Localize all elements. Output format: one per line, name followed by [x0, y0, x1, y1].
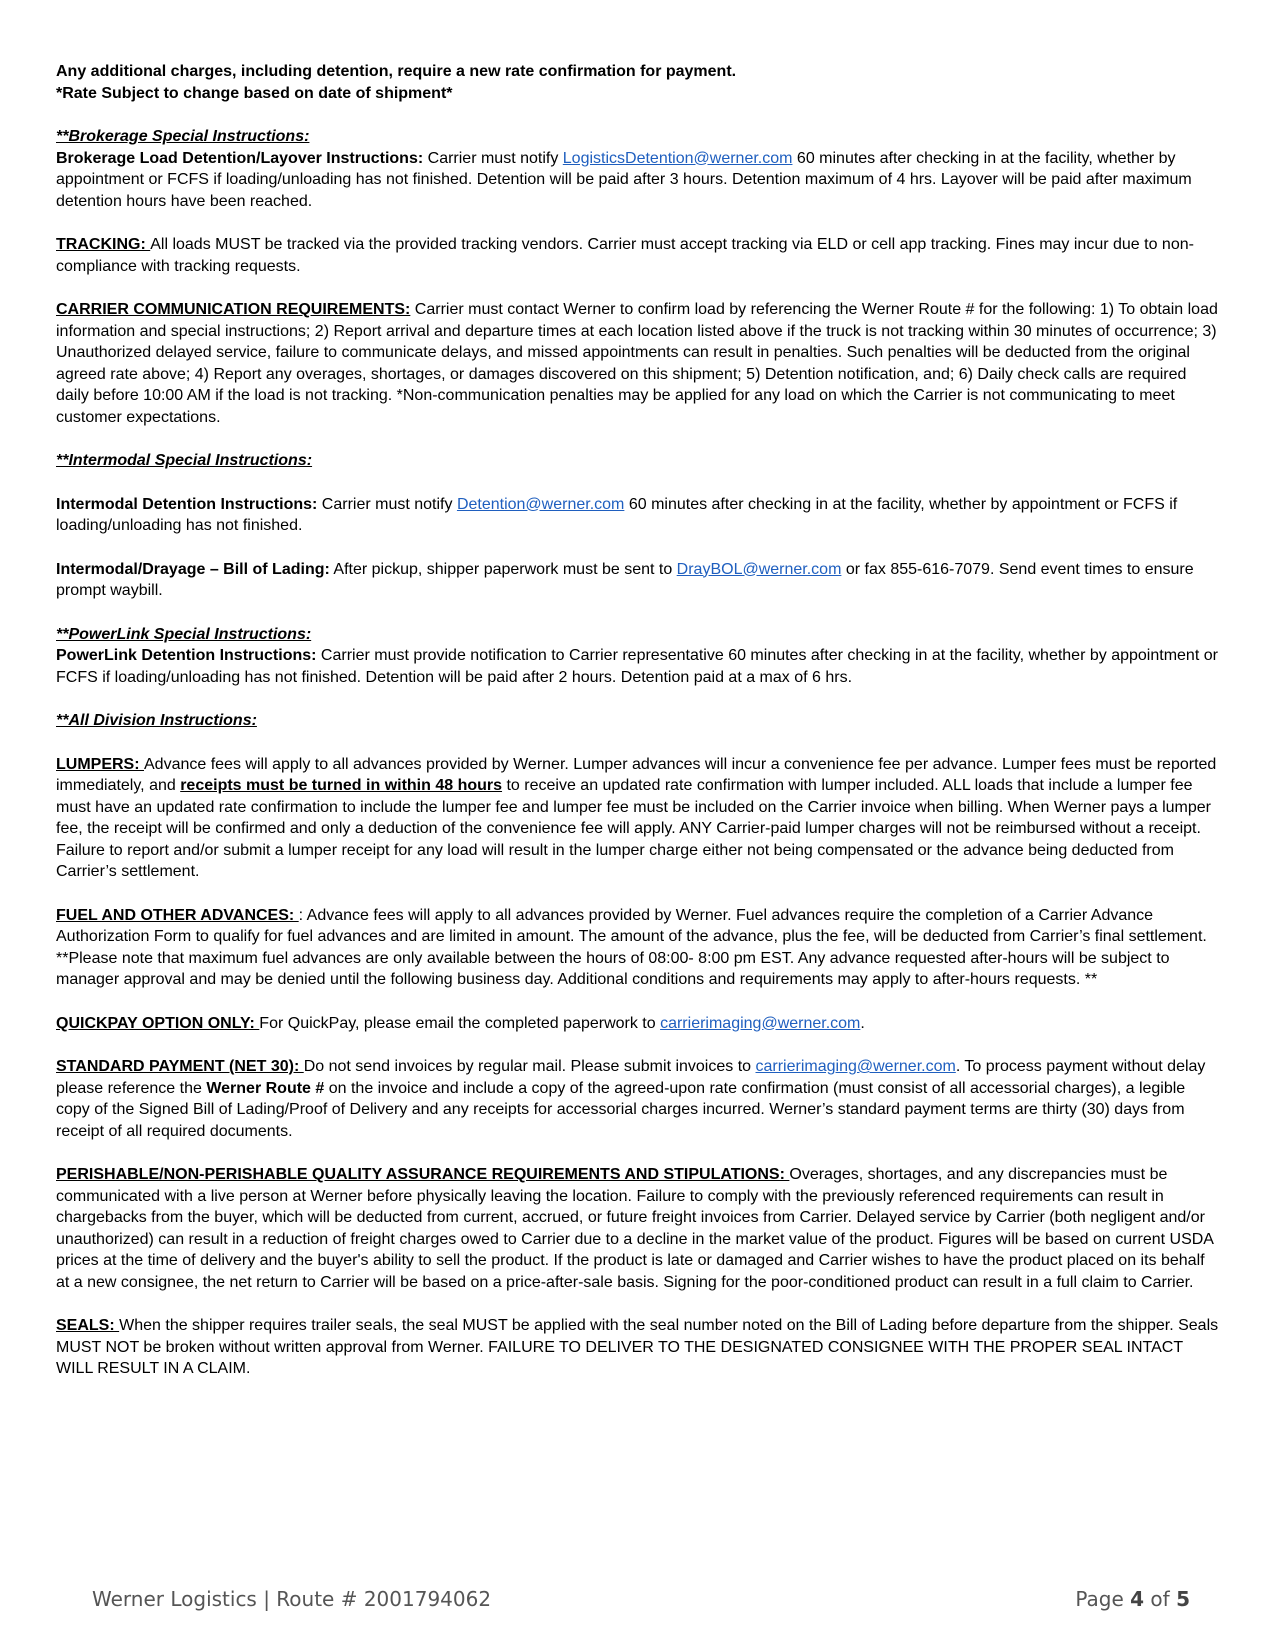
page-number: [1075, 1587, 1190, 1611]
seals-paragraph: [56, 1315, 1221, 1380]
brokerage-detention-text: 60 minutes after checking in at the facility, whether by appointment or FCFS if loading/unloading has not finished. Detention will be paid after 3 hours. Detention maximum of 4 hrs. Layover will be paid after maximum detention hours have been reached.: [56, 149, 1192, 210]
all-division-heading: **All Division Instructions:: [56, 712, 257, 729]
intermodal-detention-label: Intermodal Detention Instructions:: [56, 495, 318, 513]
werner-route-label: Werner Route #: [206, 1079, 325, 1097]
intermodal-heading: **Intermodal Special Instructions:: [56, 452, 313, 469]
powerlink-detention-paragraph: [56, 645, 1221, 688]
brokerage-heading: **Brokerage Special Instructions:: [56, 128, 310, 145]
perishable-label: PERISHABLE/NON-PERISHABLE QUALITY ASSURANCE REQUIREMENTS AND STIPULATIONS:: [56, 1166, 790, 1183]
seals-label: SEALS:: [56, 1317, 120, 1334]
lumpers-text-2: to receive an updated rate confirmation with lumper included. ALL loads that include a lumper fee must have an updated rate confirmation to include the lumper fee and lumper fee must be included on the Carrier invoice when billing. When Werner pays a lumper fee, the receipt will be confirmed and only a deduction of the convenience fee will apply. ANY Carrier-paid lumper charges will not be reimbursed without a receipt. Failure to report and/or submit a lumper receipt for any load will result in the lumper charge either not being compensated or the advance being deducted from Carrier’s settlement.: [56, 777, 1211, 880]
intermodal-detention-paragraph: [56, 494, 1221, 537]
page-total: 5: [1176, 1587, 1190, 1611]
draybol-email-link[interactable]: DrayBOL@werner.com: [676, 560, 842, 578]
brokerage-detention-paragraph: [56, 148, 1221, 213]
fuel-advances-label: FUEL AND OTHER ADVANCES:: [56, 906, 299, 924]
document-body: [56, 61, 1221, 1380]
intermodal-bol-pre: After pickup, shipper paperwork must be sent to: [329, 560, 677, 578]
tracking-paragraph: [56, 234, 1221, 277]
communication-paragraph: [56, 299, 1221, 428]
standard-payment-paragraph: [56, 1056, 1221, 1142]
lumpers-paragraph: [56, 754, 1221, 883]
quickpay-email-link[interactable]: carrierimaging@werner.com: [660, 1014, 861, 1032]
lumpers-receipt-emphasis: receipts must be turned in within 48 hours: [180, 777, 503, 794]
standard-payment-label: STANDARD PAYMENT (NET 30):: [56, 1058, 304, 1075]
tracking-label: TRACKING:: [56, 236, 151, 253]
page-word: Page: [1075, 1587, 1131, 1611]
intermodal-bol-label: Intermodal/Drayage – Bill of Lading:: [56, 560, 330, 578]
standard-payment-text: on the invoice and include a copy of the agreed-upon rate confirmation (must consist of all accessorial charges), a legible copy of the Signed Bill of Lading/Proof of Delivery and any receipts for accessorial charges incurred. Werner’s standard payment terms are thirty (30) days from receipt of all required documents.: [56, 1079, 1186, 1140]
lumpers-text-1: Advance fees will apply to all advances provided by Werner. Lumper advances will incur a convenience fee per advance. Lumper fees must be reported immediately, and: [56, 755, 1217, 794]
brokerage-detention-label: Brokerage Load Detention/Layover Instructions:: [56, 149, 424, 167]
footer-route-text: Werner Logistics | Route # 2001794062: [92, 1587, 492, 1611]
intermodal-detention-pre: Carrier must notify: [317, 495, 457, 513]
communication-label: CARRIER COMMUNICATION REQUIREMENTS:: [56, 301, 411, 318]
communication-text: Carrier must contact Werner to confirm load by referencing the Werner Route # for the following: 1) To obtain load information and special instructions; 2) Report arrival and departure times at each location listed above if the truck is not tracking within 30 minutes of occurrence; 3) Unauthorized delayed service, failure to communicate delays, and missed appointments can result in penalties. Such penalties will be deducted from the original agreed rate above; 4) Report any overages, shortages, or damages discovered on this shipment; 5) Detention notification, and; 6) Daily check calls are required daily before 10:00 AM if the load is not tracking. *Non-communication penalties may be applied for any load on which the Carrier is not communicating to meet customer expectations.: [56, 301, 1218, 426]
intermodal-detention-text: 60 minutes after checking in at the facility, whether by appointment or FCFS if loading/unloading has not finished.: [56, 495, 1178, 534]
page-of: of: [1144, 1587, 1177, 1611]
perishable-paragraph: [56, 1164, 1221, 1293]
standard-payment-mid: . To process payment without delay please reference the: [56, 1058, 1206, 1097]
standard-payment-email-link[interactable]: carrierimaging@werner.com: [755, 1058, 956, 1075]
fuel-advances-paragraph: [56, 905, 1221, 991]
standard-payment-pre: Do not send invoices by regular mail. Please submit invoices to: [303, 1058, 756, 1075]
quickpay-pre: For QuickPay, please email the completed paperwork to: [259, 1014, 661, 1032]
rate-subject-notice: *Rate Subject to change based on date of shipment*: [56, 84, 453, 102]
powerlink-detention-text: Carrier must provide notification to Carrier representative 60 minutes after checking in at the facility, whether by appointment or FCFS if loading/unloading has not finished. Detention will be paid after 2 hours. Detention paid at a max of 6 hrs.: [56, 647, 1218, 686]
brokerage-detention-pre: Carrier must notify: [423, 149, 563, 167]
tracking-text: All loads MUST be tracked via the provided tracking vendors. Carrier must accept tracking via ELD or cell app tracking. Fines may incur due to non-compliance with tracking requests.: [56, 236, 1194, 275]
powerlink-heading: **PowerLink Special Instructions:: [56, 625, 312, 643]
logistics-detention-email-link[interactable]: LogisticsDetention@werner.com: [562, 149, 793, 167]
intermodal-bol-text: or fax 855-616-7079. Send event times to ensure prompt waybill.: [56, 560, 1194, 599]
powerlink-detention-label: PowerLink Detention Instructions:: [56, 647, 317, 664]
lumpers-label: LUMPERS:: [56, 755, 144, 773]
quickpay-post: .: [860, 1014, 865, 1032]
quickpay-paragraph: [56, 1013, 1221, 1035]
quickpay-label: QUICKPAY OPTION ONLY:: [56, 1014, 260, 1032]
detention-email-link[interactable]: Detention@werner.com: [456, 495, 625, 513]
perishable-text: Overages, shortages, and any discrepancies must be communicated with a live person at Werner before physically leaving the location. Failure to comply with the previously referenced requirements can result in chargebacks from the buyer, which will be deducted from current, accrued, or future freight invoices from Carrier. Delayed service by Carrier (both negligent and/or unauthorized) can result in a reduction of freight charges owed to Carrier due to a decline in the market value of the product. Figures will be based on current USDA prices at the time of delivery and the buyer's ability to sell the product. If the product is late or damaged and Carrier wishes to have the product placed on its behalf at a new consignee, the net return to Carrier will be based on a price-after-sale basis. Signing for the poor-conditioned product can result in a full claim to Carrier.: [56, 1166, 1214, 1291]
seals-text: When the shipper requires trailer seals, the seal MUST be applied with the seal number noted on the Bill of Lading before departure from the shipper. Seals MUST NOT be broken without written approval from Werner. FAILURE TO DELIVER TO THE DESIGNATED CONSIGNEE WITH THE PROPER SEAL INTACT WILL RESULT IN A CLAIM.: [56, 1317, 1219, 1377]
additional-charges-notice: Any additional charges, including detention, require a new rate confirmation for payment.: [56, 63, 737, 80]
fuel-advances-text: : Advance fees will apply to all advances provided by Werner. Fuel advances require the completion of a Carrier Advance Authorization Form to qualify for fuel advances and are limited in amount. The amount of the advance, plus the fee, will be deducted from Carrier’s final settlement. **Please note that maximum fuel advances are only available between the hours of 08:00- 8:00 pm EST. Any advance requested after-hours will be subject to manager approval and may be denied until the following business day. Additional conditions and requirements may apply to after-hours requests. **: [56, 906, 1207, 988]
intermodal-bol-paragraph: [56, 559, 1221, 602]
page-current: 4: [1130, 1587, 1145, 1611]
